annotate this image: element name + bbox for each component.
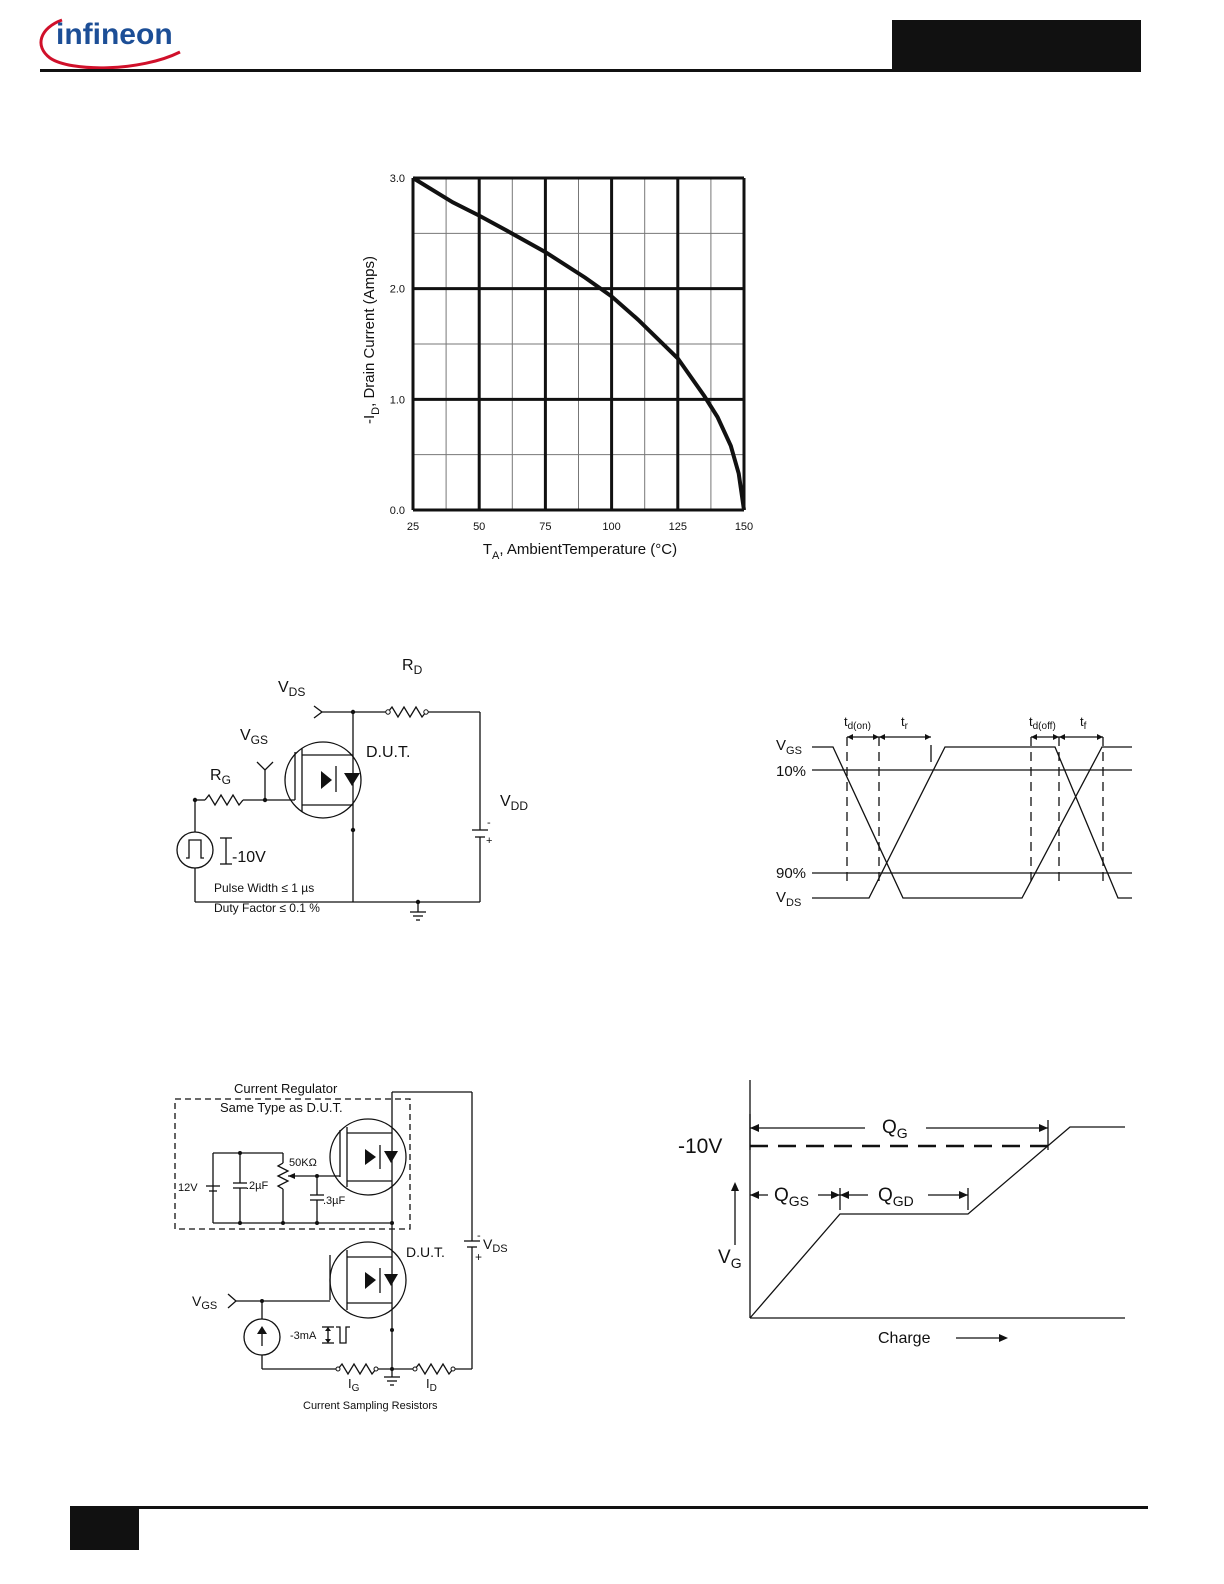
switching-test-circuit — [160, 640, 580, 940]
footer-rule — [70, 1506, 1148, 1509]
qg-label: $Q_G$ — [882, 1117, 908, 1141]
vg-label: $V_G$ — [718, 1247, 742, 1271]
duty-factor: Duty Factor ≤ 0.1 % — [214, 901, 320, 915]
tf-label: $t_f$ — [1080, 714, 1087, 732]
y-tick-label: 3.0 — [389, 173, 405, 185]
x-tick-label: 150 — [734, 521, 754, 533]
id-label: $I_D$ — [426, 1376, 437, 1394]
x-tick-label: 100 — [602, 521, 621, 533]
logo-text: infineon — [56, 18, 173, 51]
vdd-minus: - — [487, 817, 491, 829]
td-on-label: $t_{d(on)}$ — [844, 714, 871, 732]
x-axis-label: $T_A$, AmbientTemperature (°C) — [482, 541, 678, 562]
dut-label: D.U.T. — [406, 1244, 445, 1260]
y-tick-label: 0.0 — [389, 505, 405, 517]
sampling-label: Current Sampling Resistors — [303, 1400, 438, 1412]
vgs-label: $V_{GS}$ — [192, 1293, 218, 1312]
x-tick-label: 25 — [406, 521, 420, 533]
vgs-label: $V_{GS}$ — [240, 727, 269, 747]
vds-plus: + — [475, 1250, 483, 1264]
rg-label: $R_G$ — [210, 767, 231, 787]
footer-black-box — [70, 1508, 139, 1550]
vdd-label: $V_{DD}$ — [500, 793, 529, 813]
minus-10v-label: -10V — [678, 1135, 723, 1158]
td-off-label: $t_{d(off)}$ — [1029, 714, 1056, 732]
current-3ma-label: -3mA — [290, 1330, 317, 1342]
rd-label: $R_D$ — [402, 657, 423, 677]
vds-label: $V_{DS}$ — [483, 1236, 508, 1255]
ten-percent-label: 10% — [776, 763, 807, 780]
regulator-type-label: Same Type as D.U.T. — [220, 1100, 343, 1115]
x-tick-label: 125 — [668, 521, 687, 533]
y-axis-label: $-I_D$, Drain Current (Amps) — [361, 256, 382, 424]
header-black-box — [892, 20, 1141, 72]
infineon-logo — [30, 6, 190, 76]
vgs-wave-label: $V_{GS}$ — [776, 737, 802, 757]
c2-label: .2µF — [246, 1180, 269, 1192]
current-vs-temperature-chart — [340, 160, 780, 580]
vds-minus: - — [477, 1230, 481, 1242]
pulse-width: Pulse Width ≤ 1 µs — [214, 881, 315, 895]
dut-label: D.U.T. — [366, 744, 411, 761]
switching-waveforms — [770, 700, 1150, 920]
vds-label: $V_{DS}$ — [278, 679, 306, 699]
y-tick-label: 1.0 — [389, 394, 405, 407]
gate-charge-waveform — [670, 1070, 1140, 1360]
vds-wave-label: $V_{DS}$ — [776, 889, 802, 909]
v12-label: 12V — [178, 1182, 198, 1194]
ninety-percent-label: 90% — [776, 865, 807, 882]
qgd-label: $Q_{GD}$ — [878, 1185, 914, 1209]
ig-label: $I_G$ — [348, 1376, 360, 1394]
x-tick-label: 75 — [539, 521, 552, 533]
regulator-label: Current Regulator — [234, 1081, 338, 1096]
charge-label: Charge — [878, 1330, 931, 1347]
header-rule — [40, 69, 1141, 72]
gate-charge-test-circuit — [170, 1075, 550, 1420]
tr-label: $t_r$ — [901, 714, 908, 732]
r50k-label: 50KΩ — [289, 1157, 317, 1169]
c3-label: .3µF — [323, 1195, 346, 1207]
vdd-plus: + — [486, 835, 493, 847]
pulse-amplitude: -10V — [232, 849, 266, 866]
x-tick-label: 50 — [473, 521, 486, 533]
qgs-label: $Q_{GS}$ — [774, 1185, 810, 1209]
y-tick-label: 2.0 — [389, 283, 405, 296]
